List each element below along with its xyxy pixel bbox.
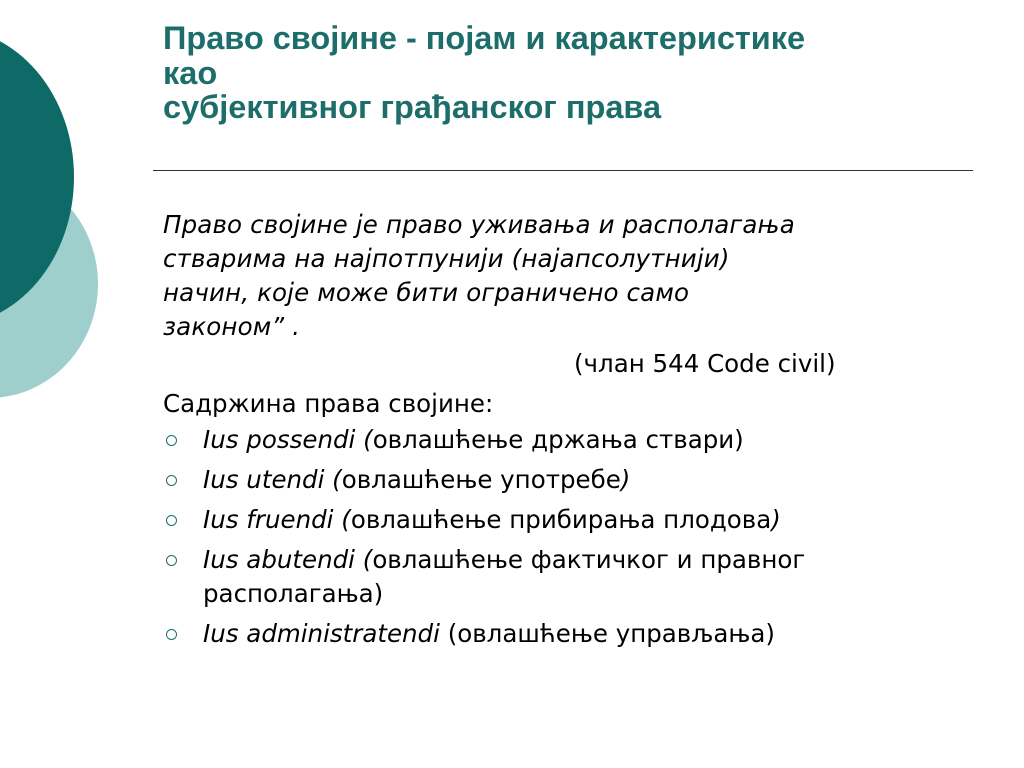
hollow-circle-bullet-icon <box>166 629 177 640</box>
latin-term: Ius abutendi ( <box>203 545 373 574</box>
list-item-line <box>203 543 963 577</box>
slide-title-line-1: Право својине - појам и карактеристике <box>163 20 806 56</box>
list-item-line <box>203 423 963 457</box>
latin-term: Ius utendi ( <box>203 465 342 494</box>
term-explanation: (овлашћење управљања) <box>439 619 775 648</box>
rights-list <box>163 423 963 651</box>
slide-body <box>163 208 963 657</box>
list-item-line <box>203 463 963 497</box>
slide-title-line-3: субјективног грађанског права <box>163 89 662 125</box>
latin-term: Ius possendi ( <box>203 425 373 454</box>
list-item <box>163 423 963 457</box>
term-explanation: овлашћење фактичког и правног <box>372 545 806 574</box>
slide-title-line-2: као <box>163 54 218 91</box>
list-item-continuation: располагања) <box>203 579 384 608</box>
definition-line-2: стварима на најпотпунији (најапсолутнији) <box>163 244 730 273</box>
citation: (члан 544 Code civil) <box>574 349 836 378</box>
hollow-circle-bullet-icon <box>166 435 177 446</box>
definition-quote <box>163 208 963 344</box>
definition-line-1: Право својине је право уживања и располагања <box>163 210 795 239</box>
term-explanation: овлашћење држања ствари) <box>372 425 744 454</box>
content-heading: Садржина права својине: <box>163 389 494 418</box>
list-item-line <box>203 503 963 537</box>
term-explanation: овлашћење употребе <box>341 465 621 494</box>
list-item <box>163 503 963 537</box>
list-item-line <box>203 617 963 651</box>
definition-line-4: законом” . <box>163 312 301 341</box>
list-item <box>163 543 963 611</box>
list-item <box>163 463 963 497</box>
title-divider <box>153 170 973 171</box>
definition-line-3: начин, које може бити ограничено само <box>163 278 690 307</box>
list-item <box>163 617 963 651</box>
hollow-circle-bullet-icon <box>166 475 177 486</box>
term-explanation: овлашћење прибирања плодова <box>350 505 772 534</box>
hollow-circle-bullet-icon <box>166 515 177 526</box>
closing-parenthesis: ) <box>771 505 781 534</box>
latin-term: Ius administratendi <box>203 619 440 648</box>
slide-title <box>163 21 993 125</box>
latin-term: Ius fruendi ( <box>203 505 351 534</box>
closing-parenthesis: ) <box>620 465 631 494</box>
hollow-circle-bullet-icon <box>166 555 177 566</box>
